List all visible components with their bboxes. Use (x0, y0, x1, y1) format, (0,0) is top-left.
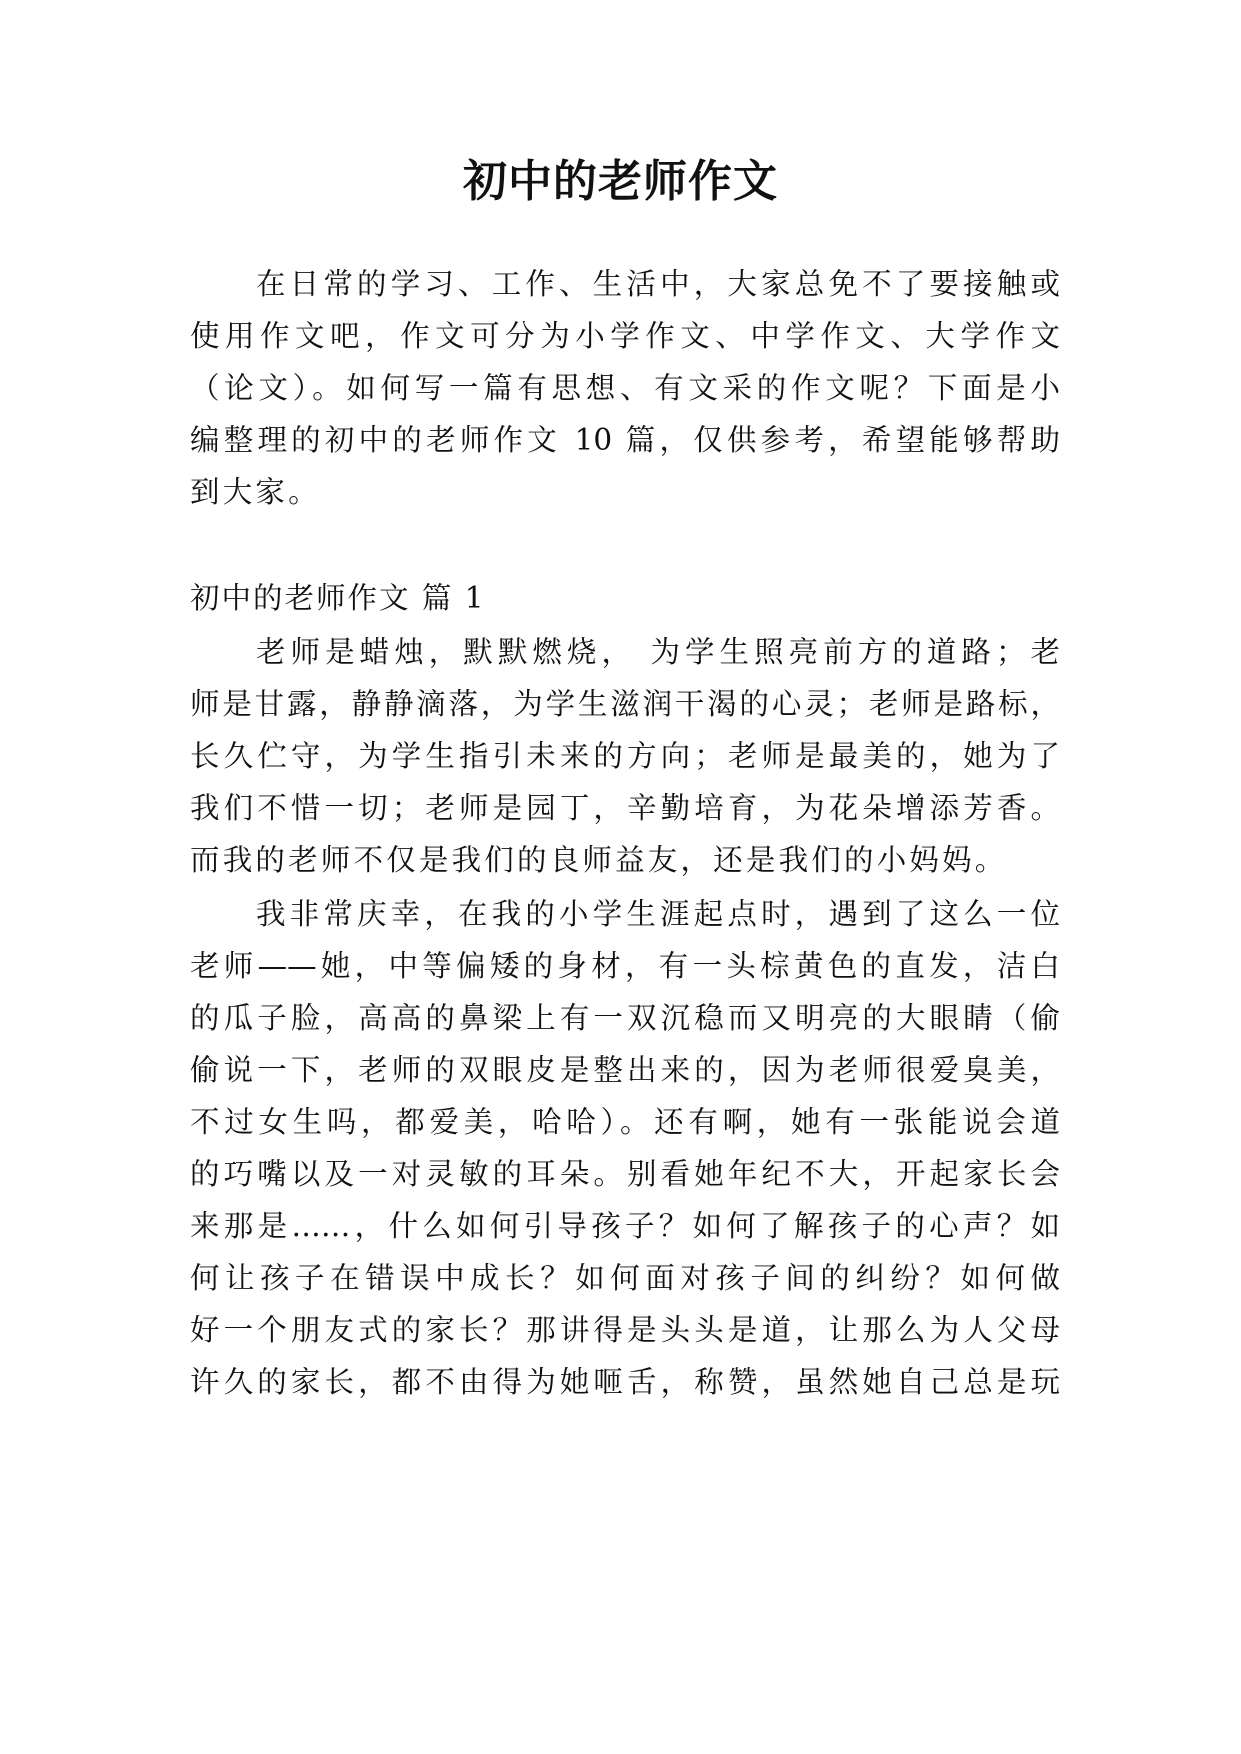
para-line: 我们不惜一切；老师是园丁，辛勤培育，为花朵增添芳香。 (190, 791, 1060, 825)
para-line: 的巧嘴以及一对灵敏的耳朵。别看她年纪不大，开起家长会 (190, 1157, 1060, 1191)
intro-line: （论文）。如何写一篇有思想、有文采的作文呢？下面是小 (190, 371, 1060, 405)
para-line: 而我的老师不仅是我们的良师益友，还是我们的小妈妈。 (190, 843, 1008, 877)
para-line: 偷说一下，老师的双眼皮是整出来的，因为老师很爱臭美， (190, 1053, 1060, 1087)
intro-line: 编整理的初中的老师作文 10 篇，仅供参考，希望能够帮助 (190, 423, 1060, 457)
para-line: 的瓜子脸，高高的鼻梁上有一双沉稳而又明亮的大眼睛（偷 (190, 1001, 1060, 1035)
intro-line: 在日常的学习、工作、生活中，大家总免不了要接触或 (256, 267, 1060, 301)
para-line: 老师——她，中等偏矮的身材，有一头棕黄色的直发，洁白 (190, 949, 1060, 983)
para-line: 长久伫守，为学生指引未来的方向；老师是最美的，她为了 (190, 739, 1060, 773)
intro-line: 到大家。 (190, 475, 321, 509)
document-title: 初中的老师作文 (463, 156, 778, 207)
section-heading: 初中的老师作文 篇 1 (190, 581, 486, 615)
intro-line: 使用作文吧，作文可分为小学作文、中学作文、大学作文 (190, 319, 1060, 353)
para-line: 许久的家长，都不由得为她咂舌，称赞，虽然她自己总是玩 (190, 1365, 1060, 1399)
para-line: 老师是蜡烛，默默燃烧， 为学生照亮前方的道路；老 (256, 635, 1060, 669)
para-line: 不过女生吗，都爱美，哈哈）。还有啊，她有一张能说会道 (190, 1105, 1060, 1139)
para-line: 师是甘露，静静滴落，为学生滋润干渴的心灵；老师是路标， (190, 687, 1060, 721)
para-line: 好一个朋友式的家长？那讲得是头头是道，让那么为人父母 (190, 1313, 1060, 1347)
para-line: 我非常庆幸，在我的小学生涯起点时，遇到了这么一位 (256, 897, 1060, 931)
para-line: 来那是……，什么如何引导孩子？如何了解孩子的心声？如 (190, 1209, 1060, 1243)
para-line: 何让孩子在错误中成长？如何面对孩子间的纠纷？如何做 (190, 1261, 1060, 1295)
